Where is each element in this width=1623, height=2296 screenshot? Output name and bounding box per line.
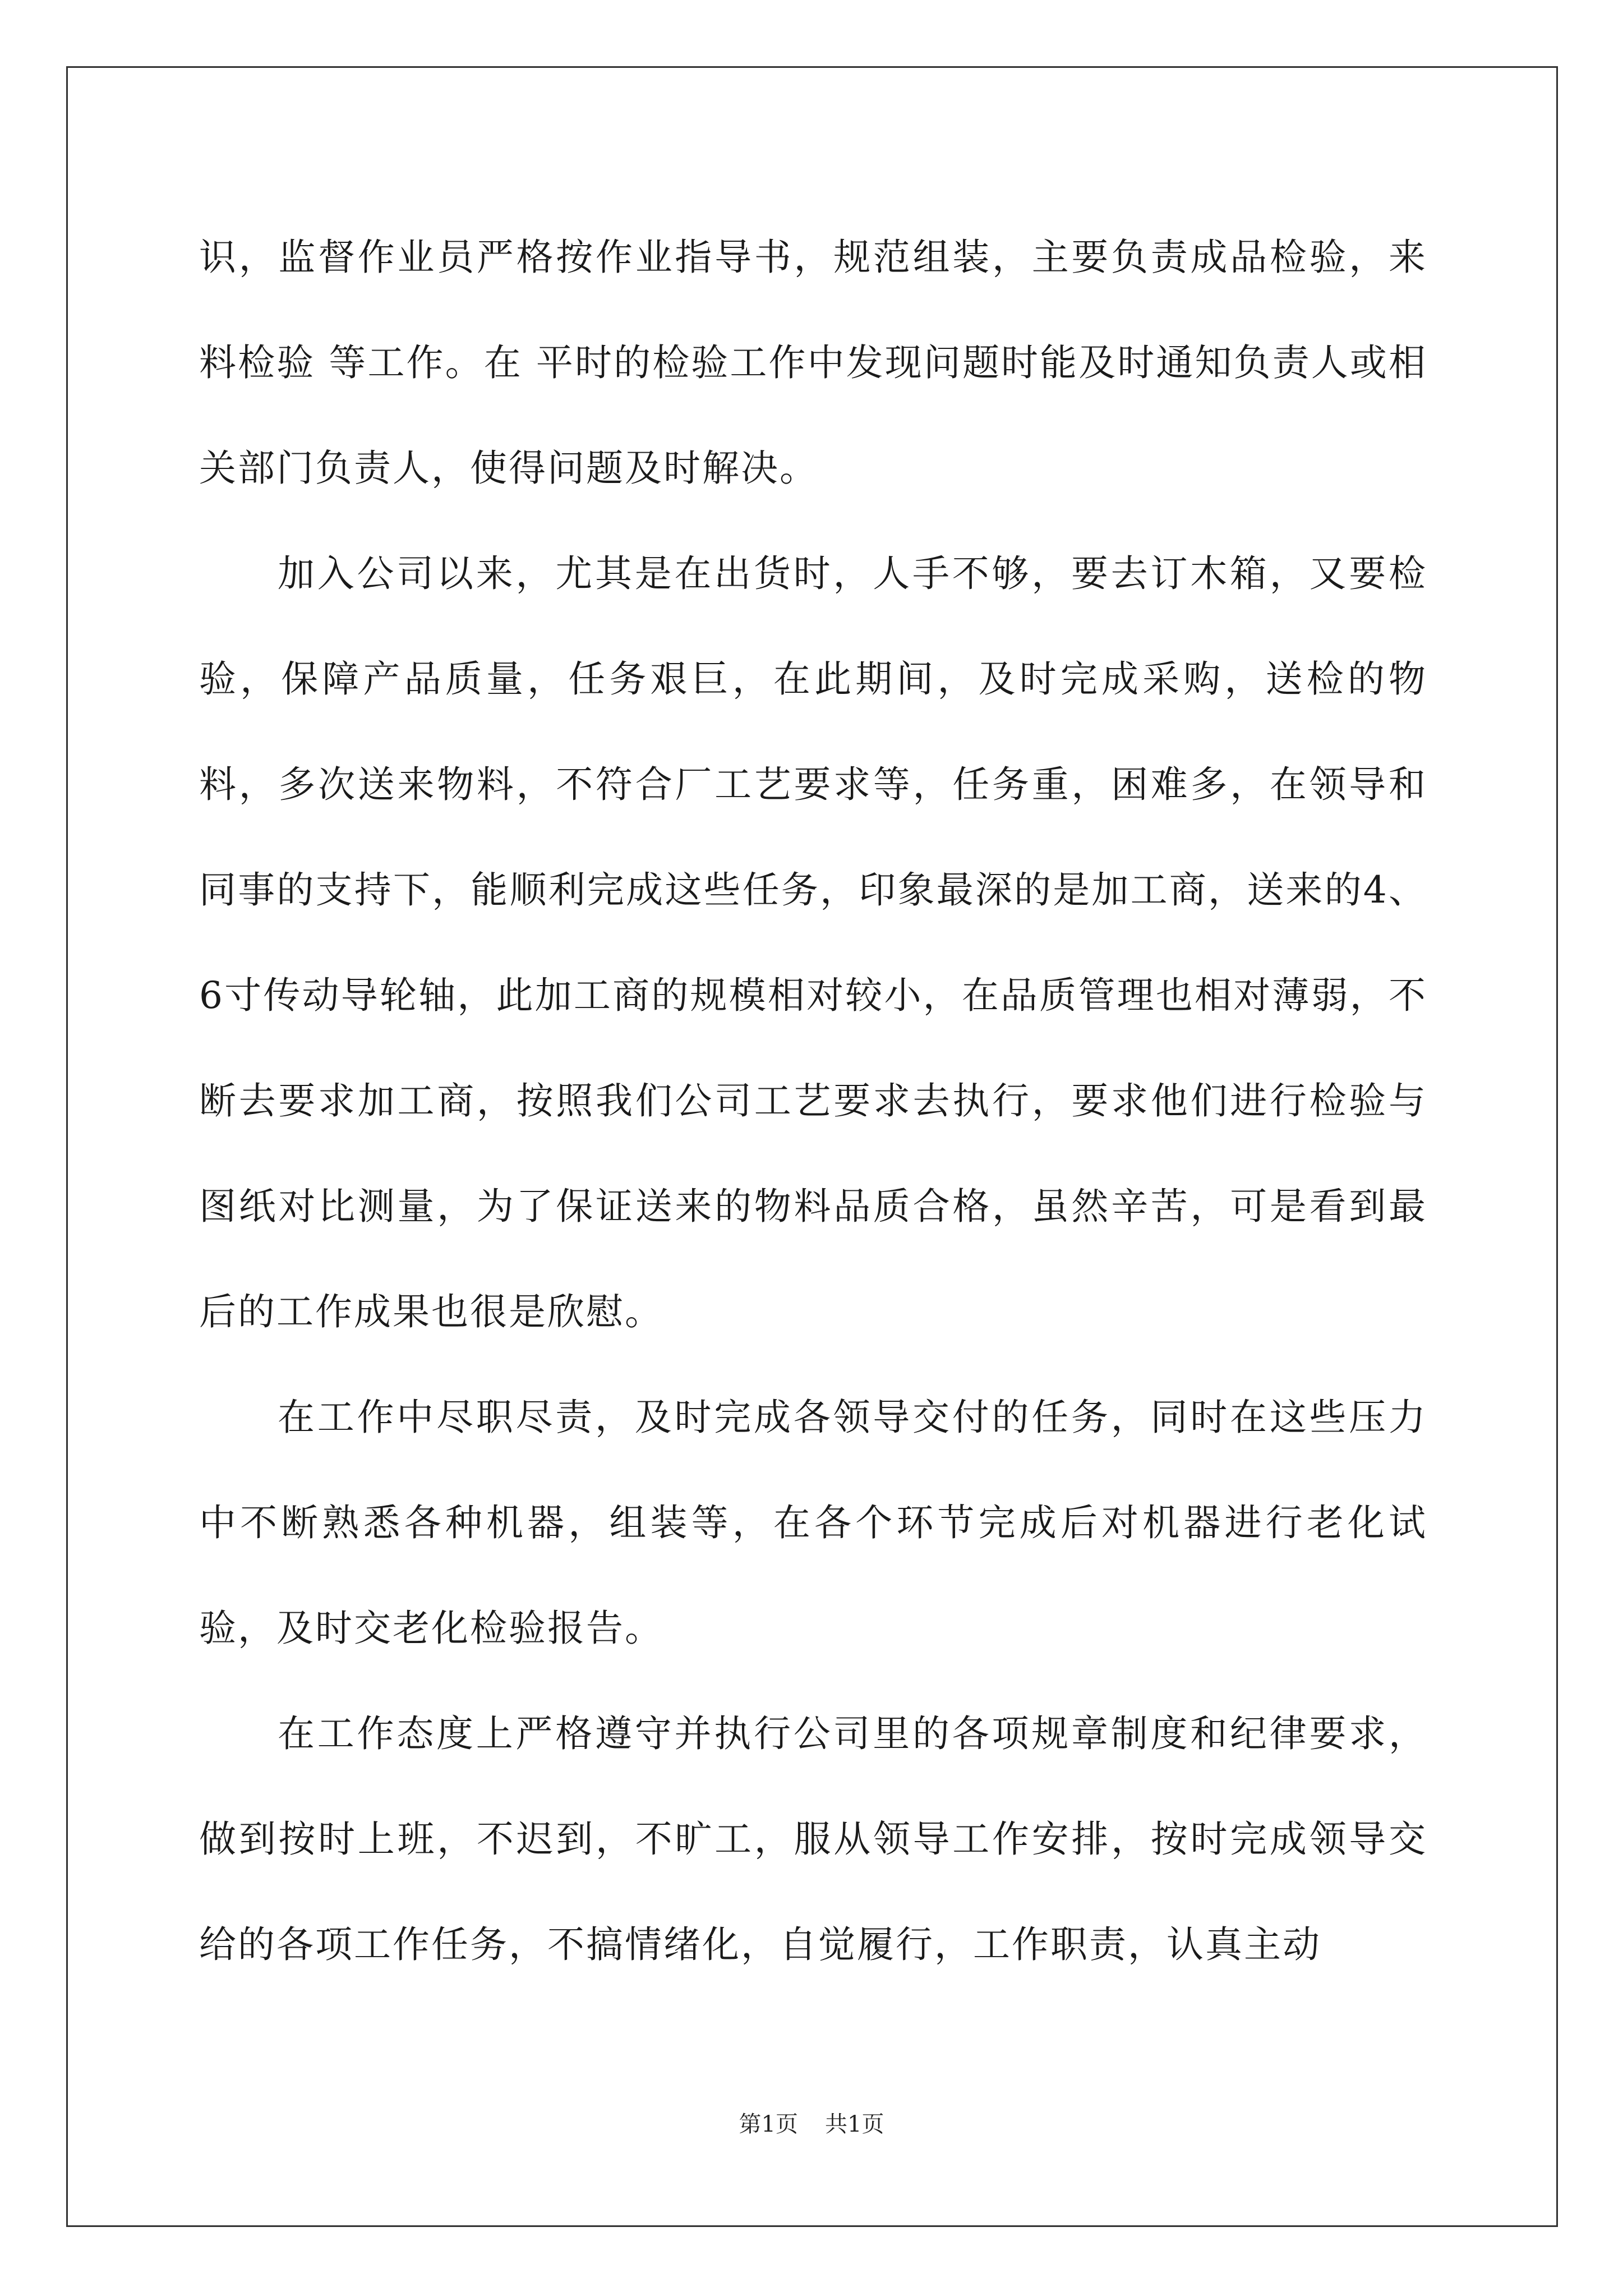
page-total: 共1页 [825,2111,884,2137]
paragraph-continued: 识，监督作业员严格按作业指导书，规范组装，主要负责成品检验，来料检验 等工作。在 平时的检验工作中发现问题时能及时通知负责人或相关部门负责人，使得问题及时解决。 [199,236,1427,490]
paragraph: 加入公司以来，尤其是在出货时，人手不够，要去订木箱，又要检验，保障产品质量，任务艰巨，在此期间，及时完成采购，送检的物料，多次送来物料，不符合厂工艺要求等，任务重，困难多，在领导和同事的支持下，能顺利完成这些任务，印象最深的是加工商，送来的4、6寸传动导轮轴，此加工商的规模相对较小，在品质管理也相对薄弱，不断去要求加工商，按照我们公司工艺要求去执行，要求他们进行检验与图纸对比测量，为了保证送来的物料品质合格，虽然辛苦，可是看到最后的工作成果也很是欣慰。 [199,552,1427,1333]
paragraph: 在工作中尽职尽责，及时完成各领导交付的任务，同时在这些压力中不断熟悉各种机器，组装等，在各个环节完成后对机器进行老化试验，及时交老化检验报告。 [199,1396,1427,1650]
paragraph: 在工作态度上严格遵守并执行公司里的各项规章制度和纪律要求，做到按时上班，不迟到，不旷工，服从领导工作安排，按时完成领导交给的各项工作任务，不搞情绪化，自觉履行，工作职责，认真主动 [199,1712,1427,1966]
document-body [199,205,1427,1998]
page-footer [0,2106,1623,2138]
page-number: 第1页 [739,2111,798,2137]
